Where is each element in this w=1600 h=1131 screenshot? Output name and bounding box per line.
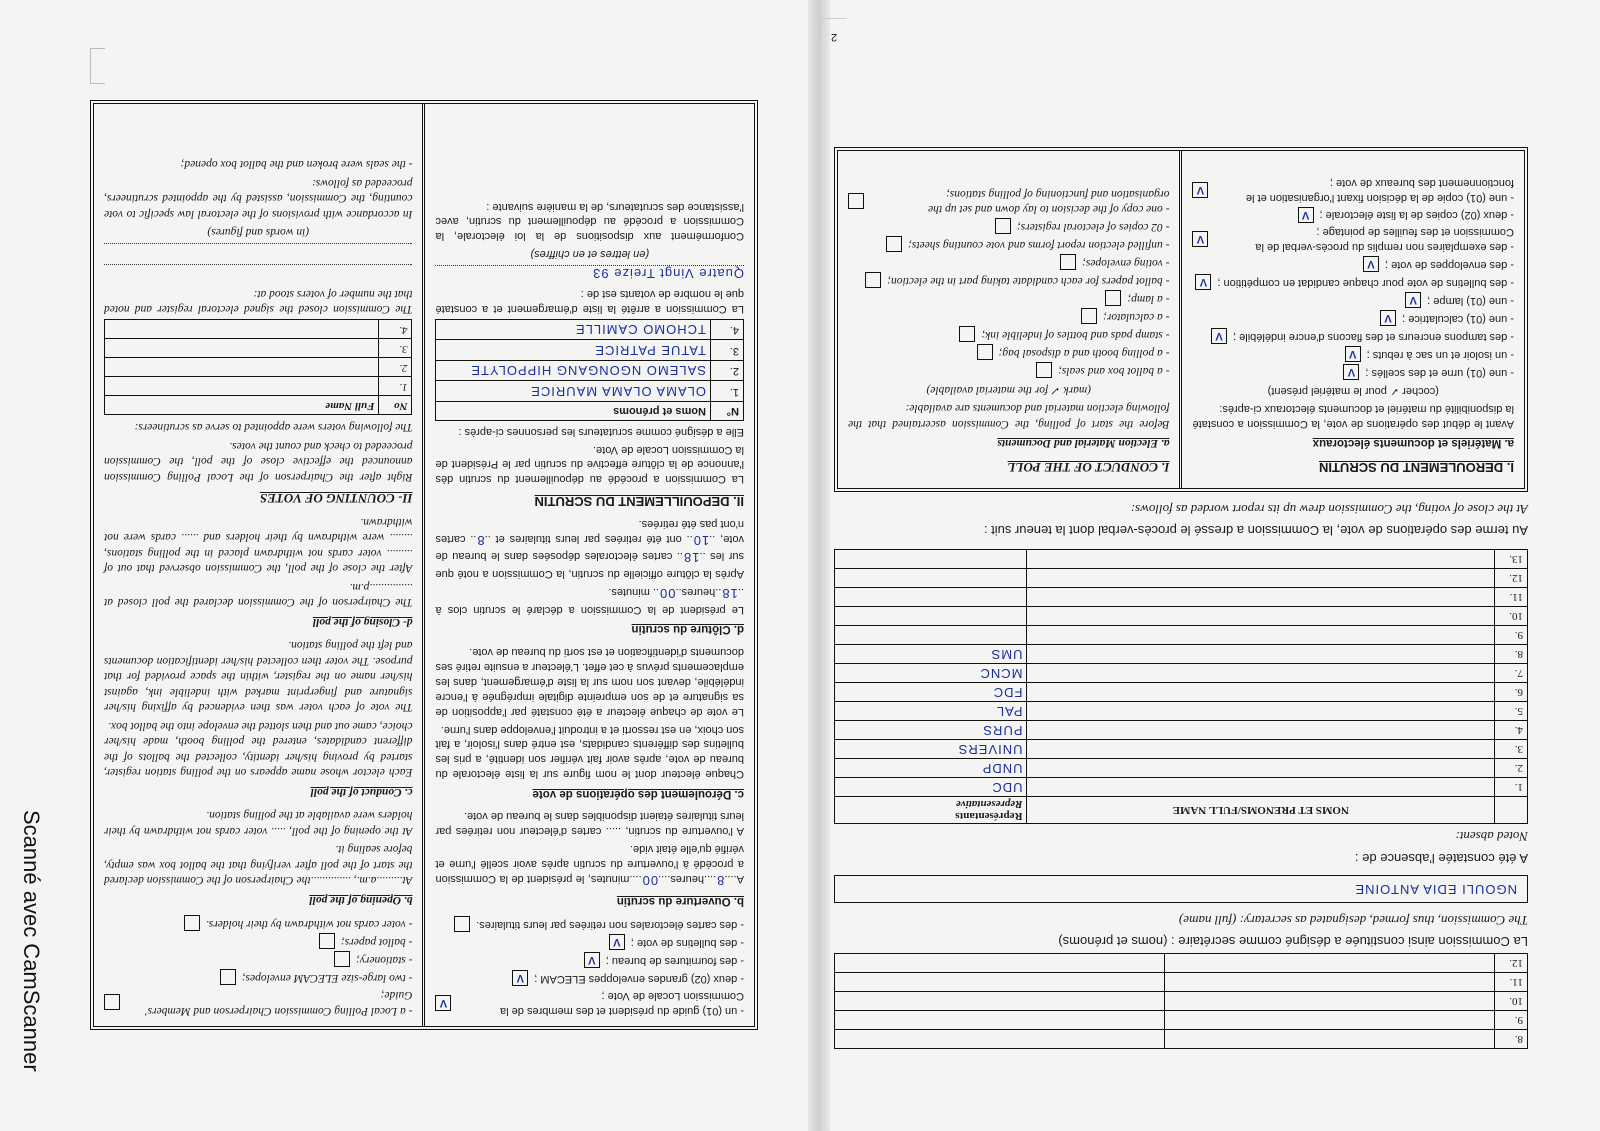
report-intro-en: At the close of voting, the Commission drew up its report worded as follows: — [1130, 502, 1528, 518]
scrutineers-header-no-fr: N° — [711, 401, 744, 420]
counting-paragraph-fr: La Commission a procédé au dépouillement du scrutin dès l'annonce de la clôture effective du scrutin par le Président de la Commission Locale de Vote. — [435, 443, 744, 486]
table-row — [835, 954, 1528, 973]
table-cell-n: 12. — [1495, 569, 1528, 588]
voters-count-line-2 — [104, 243, 413, 260]
table-row — [835, 588, 1528, 607]
table-cell-n: 1. — [1495, 778, 1528, 797]
material-intro-fr: Avant le début des opérations de vote, la Commission a constaté la disponibilité du matériel et documents électoraux ci-après: — [1192, 402, 1514, 430]
table-cell-name — [1027, 588, 1495, 607]
table-cell-name — [1027, 626, 1495, 645]
checklist-item — [848, 326, 1170, 342]
checklist-item-label: - voting envelopes; — [1082, 257, 1170, 270]
section-i-title-en: I. CONDUCT OF THE POLL — [1007, 459, 1170, 475]
opening-paragraph-fr: A....8....heures....00....minutes, le président de la Commission a procédé à l'ouverture du scrutin après avoir scellé l'urne et vérifié qu'elle était vide. — [435, 843, 744, 888]
section-a-title-en: a. Election Material and Documents — [997, 437, 1170, 450]
absent-header-no — [1495, 797, 1528, 824]
table-row — [835, 664, 1528, 683]
checklist-item-label: - a lamp; — [1127, 293, 1170, 306]
table-cell-name — [1027, 702, 1495, 721]
table-row — [105, 377, 413, 396]
table-cell-n: 11. — [1495, 588, 1528, 607]
cards-not-withdrawn-handwritten: 8 — [476, 532, 485, 548]
checklist-item — [436, 952, 745, 968]
checklist-item-label: - one copy of the decision to lay down and set up the organisation and functioning of polling stations; — [928, 187, 1170, 216]
table-row — [835, 683, 1528, 702]
table-row — [835, 973, 1528, 992]
checkbox[interactable]: V — [1345, 346, 1361, 362]
left-page-english-column — [94, 104, 426, 1026]
table-row — [835, 721, 1528, 740]
voters-note-en: (in words and figures) — [207, 226, 310, 239]
table-cell-name: SALEMO NGONGANG HIPPOLYTE — [436, 360, 711, 381]
checkbox[interactable]: V — [1193, 182, 1209, 198]
checkbox[interactable]: V — [1211, 328, 1227, 344]
checklist-item-label: - a Local Polling Commission Chairperson and Members' Guide; — [145, 989, 413, 1017]
checklist-item — [1193, 328, 1515, 344]
table-row — [835, 702, 1528, 721]
right-page — [834, 72, 1528, 1072]
table-cell-n: 2. — [379, 358, 412, 377]
table-row — [105, 320, 413, 339]
checklist-item — [848, 308, 1170, 324]
table-cell-rep — [835, 626, 1027, 645]
checkbox[interactable] — [886, 236, 902, 252]
checkbox[interactable]: V — [1298, 207, 1314, 223]
table-cell-name — [1027, 550, 1495, 569]
table-row — [835, 569, 1528, 588]
register-paragraph-en: The Commission closed the signed electoral register and noted that the number of voters stood at: — [104, 287, 413, 316]
scrutineers-intro-fr: Elle a désigné comme scrutateurs les personnes ci-après : — [458, 425, 744, 438]
checklist-item-label: - une (01) calculatrice ; — [1402, 312, 1514, 325]
scrutineers-table-fr — [436, 319, 745, 421]
table-cell-n: 6. — [1495, 683, 1528, 702]
checklist-item — [1193, 175, 1515, 205]
material-list-en — [848, 185, 1170, 378]
checklist-item-label: - a ballot box and seals; — [1058, 365, 1170, 378]
checklist-item — [848, 290, 1170, 306]
scrutineers-header-no-en: No — [379, 396, 412, 415]
voters-count-line-1 — [104, 264, 413, 281]
secretary-label-fr: La Commission ainsi constituée a désigné comme secrétaire : (noms et prénoms) — [1058, 934, 1528, 949]
absence-label-en: Noted absent: — [1455, 829, 1528, 845]
scrutineers-header-name-en: Full Name — [105, 396, 380, 415]
table-cell-name — [105, 377, 380, 396]
absent-header-rep-fr: Représentants — [955, 810, 1023, 823]
checkbox[interactable]: V — [584, 952, 600, 968]
checklist-item — [1193, 310, 1515, 326]
table-cell-name — [105, 358, 380, 377]
checklist-item — [848, 362, 1170, 378]
voters-count-handwritten: Quatre Vingt Treize 93 — [436, 265, 745, 282]
table-cell-rep — [835, 550, 1027, 569]
table-cell-n: 3. — [1495, 740, 1528, 759]
checklist-item — [436, 916, 745, 932]
checklist-item — [104, 987, 413, 1018]
table-cell-name — [1027, 759, 1495, 778]
table-cell-rep — [835, 607, 1027, 626]
table-row — [835, 740, 1528, 759]
table-cell-n: 2. — [711, 360, 744, 381]
checkbox[interactable]: V — [1343, 364, 1359, 380]
section-a-title-fr: a. Matériels et documents électoraux — [1312, 437, 1514, 450]
checklist-item-label: - une (01) urne et des scellés ; — [1365, 366, 1514, 379]
checklist-item-label: - deux (02) grandes enveloppes ELECAM ; — [534, 972, 744, 985]
table-row — [436, 360, 744, 381]
checklist-item-label: - ballot papers; — [340, 935, 413, 948]
table-cell-name — [1165, 1030, 1495, 1049]
checklist-item-label: - two large-size ELECAM envelopes; — [241, 971, 413, 984]
checkbox[interactable] — [959, 326, 975, 342]
checklist-item-label: - stationery; — [355, 953, 413, 966]
table-cell-n: 1. — [711, 381, 744, 402]
table-cell-name — [1027, 778, 1495, 797]
conduct-paragraph-2-fr: Le vote de chaque électeur a été constaté par l'apposition de sa signature et de son empreinte digitale imprégnée à l'encre indélébile, devant son nom sur la liste d'émargement, dans les emplacements prévus à cet effet. L'électeur a ensuite retiré ses documents d'identification et est sorti du bureau de vote. — [435, 646, 744, 718]
opening-paragraph-en: At.........a.m., ..............the Chairperson of the Commission declared the start of the poll after verifying that the ballot box was empty, before sealing it. — [104, 843, 413, 887]
material-intro-en: Before the start of polling, the Commission ascertained that the following election material and documents are available: — [848, 402, 1170, 430]
table-cell-rep: PAL — [835, 702, 1027, 721]
table-cell-rep: UDC — [835, 778, 1027, 797]
checkbox[interactable]: V — [609, 934, 625, 950]
section-b-title-fr: b. Ouverture du scrutin — [616, 895, 744, 908]
table-cell-name — [1165, 1011, 1495, 1030]
checkbox[interactable]: V — [1380, 310, 1396, 326]
cards-withdrawn-handwritten: 10 — [692, 532, 710, 548]
closing-paragraph-2-fr: Après la clôture officielle du scrutin, la Commission a noté que sur les ..18.. cartes électorales déposées dans le bureau de vote, ..10.. ont été retirées par leurs titulaires et ..8.. cartes n'ont pas été retirées. — [435, 517, 744, 581]
closing-paragraph-1-fr: Le président de la Commission a déclaré le scrutin clos à ..18..heures..00.. minutes. — [435, 586, 744, 616]
opening-cards-paragraph-en: At the opening of the poll, ..... voter cards not withdrawn by their holders were available at the polling station. — [104, 809, 413, 837]
opening-minutes-handwritten: 00 — [641, 872, 659, 888]
voters-note-fr: (en lettres et en chiffres) — [530, 248, 650, 261]
checklist-item-label: - des enveloppes de vote ; — [1384, 258, 1514, 271]
page-number: 2 — [820, 18, 847, 43]
conduct-english-column — [838, 151, 1183, 488]
section-d-title-fr: d. Clôture du scrutin — [631, 623, 744, 636]
checklist-item — [848, 272, 1170, 288]
table-cell-name — [1165, 992, 1495, 1011]
table-cell-rep — [835, 992, 1165, 1011]
checklist-item — [104, 969, 413, 985]
checklist-item — [1193, 225, 1515, 255]
table-row — [835, 992, 1528, 1011]
checklist-item — [104, 915, 413, 931]
checklist-item-label: - unfilled election report forms and vote counting sheets; — [908, 239, 1170, 252]
opening-cards-paragraph-fr: A l'ouverture du scrutin, ..... cartes d'électeur non retirées par leurs titulaires étaient disponibles dans le bureau de vote. — [435, 810, 744, 838]
checklist-item — [848, 218, 1170, 234]
table-cell-name — [1027, 607, 1495, 626]
conduct-paragraph-1-en: Each elector whose name appears on the polling station register, started by proving his/her identity, collected the ballots of the different candidates, entered the polling booth, made his/her choice, came out and then slotted the envelope into the ballot box. — [104, 719, 413, 779]
checkbox[interactable] — [1105, 290, 1121, 306]
checklist-item — [1193, 346, 1515, 362]
scrutineers-intro-en: The following voters were appointed to serve as scrutineers: — [134, 421, 413, 434]
table-cell-n: 10. — [1495, 992, 1528, 1011]
checklist-item — [848, 236, 1170, 252]
checkbox[interactable]: V — [1405, 292, 1421, 308]
counting-paragraph-en: Right after the Chairperson of the Local Polling Commission announced the effective close of the poll, the Commission proceeded to check and count the votes. — [104, 439, 413, 483]
table-cell-rep: UNIVERS — [835, 740, 1027, 759]
representatives-table-continued — [834, 953, 1528, 1049]
table-cell-n: 1. — [379, 377, 412, 396]
closing-paragraph-1-en: The Chairperson of the Commission declared the poll closed at ...............p.m. — [104, 580, 413, 609]
table-row — [436, 319, 744, 340]
table-cell-n: 11. — [1495, 973, 1528, 992]
checkbox[interactable] — [995, 218, 1011, 234]
checklist-item — [1193, 292, 1515, 308]
left-page-french-column — [426, 104, 755, 1026]
checkbox[interactable]: V — [1363, 256, 1379, 272]
absence-label-fr: A été constatée l'absence de : — [1354, 850, 1528, 866]
table-cell-rep — [835, 1030, 1165, 1049]
table-cell-n: 8. — [1495, 1030, 1528, 1049]
table-cell-name — [1027, 740, 1495, 759]
cards-deposited-handwritten: 18 — [683, 550, 700, 566]
checkbox[interactable]: V — [436, 995, 452, 1011]
conduct-of-poll-box — [834, 147, 1528, 492]
table-row — [105, 339, 413, 358]
section-i-title-fr: I. DEROULEMENT DU SCRUTIN — [1318, 459, 1514, 475]
conduct-paragraph-2-en: The vote of each voter was then evidenced by affixing his/her signature and fingerprint marked with indelible ink, against his/her name on the register, within the space provided for that purpose. The voter then collected his/her identification documents and left the polling station. — [104, 639, 413, 714]
scrutineers-table-en — [104, 320, 413, 416]
checklist-item — [1193, 274, 1515, 290]
faded-header-text — [834, 1049, 1528, 1060]
table-cell-rep — [835, 973, 1165, 992]
table-cell-n: 13. — [1495, 550, 1528, 569]
table-cell-rep: FDC — [835, 683, 1027, 702]
table-row — [835, 759, 1528, 778]
checklist-item-label: - a polling booth and a disposal bag; — [998, 347, 1170, 360]
checkbox[interactable] — [848, 193, 864, 209]
material-list-fr-continued — [436, 916, 745, 1018]
secretary-name-handwritten: NGOULI EDIA ANTOINE — [1354, 881, 1517, 897]
material-list-fr — [1193, 175, 1515, 380]
checkbox[interactable] — [104, 994, 120, 1010]
table-cell-n: 2. — [1495, 759, 1528, 778]
checkbox[interactable]: V — [512, 970, 528, 986]
table-cell-rep: PURS — [835, 721, 1027, 740]
report-intro-fr: Au terme des opérations de vote, la Commission a dressé le procès-verbal dont la teneur suit : — [983, 523, 1528, 539]
absent-header-rep-en: Representative — [955, 798, 1023, 811]
table-cell-rep — [835, 588, 1027, 607]
secretary-label-en: The Commission, thus formed, designated as secretary: (full name) — [1178, 912, 1528, 928]
checklist-item — [104, 933, 413, 949]
checklist-item-label: - des tampons encreurs et des flacons d'encre indélébile ; — [1233, 330, 1514, 343]
table-cell-rep — [835, 569, 1027, 588]
table-row — [835, 607, 1528, 626]
checklist-item-label: - une (01) copie de la décision fixant l'organisation et le fonctionnement des bureaux de vote ; — [1245, 176, 1514, 204]
checkbox[interactable] — [220, 969, 236, 985]
closing-minutes-handwritten: 00 — [659, 586, 676, 602]
table-cell-name — [1165, 973, 1495, 992]
table-cell-name: TATUE PATRICE — [436, 340, 711, 361]
table-cell-rep: UNDP — [835, 759, 1027, 778]
checklist-item — [848, 344, 1170, 360]
table-cell-n: 3. — [711, 340, 744, 361]
checklist-item-label: - un isoloir et un sac à rebuts ; — [1366, 348, 1514, 361]
checklist-item-label: - a calculator; — [1103, 311, 1170, 324]
table-cell-name — [1027, 645, 1495, 664]
table-cell-n: 4. — [1495, 721, 1528, 740]
table-cell-n: 9. — [1495, 626, 1528, 645]
checklist-item — [104, 951, 413, 967]
checkbox[interactable] — [977, 344, 993, 360]
checklist-item-label: - ballot papers for each candidate taking part in the election; — [887, 275, 1170, 288]
table-cell-name — [1165, 954, 1495, 973]
checklist-item — [848, 185, 1170, 216]
scrutineers-header-name-fr: Noms et prénoms — [436, 401, 711, 420]
table-row — [835, 778, 1528, 797]
law-paragraph-en: In accordance with provisions of the electoral law specific to vote counting, the Commission, assisted by the appointed scrutineers, proceeded as follows: — [104, 176, 413, 220]
material-list-en-continued — [104, 915, 413, 1018]
absent-header-name: NOMS ET PRENOMS/FULL NAME — [1027, 797, 1495, 824]
table-row — [436, 381, 744, 402]
section-c-title-en: c. Conduct of the poll — [310, 785, 413, 798]
checklist-item-label: - voter cards not withdrawn by their holders. — [205, 917, 413, 930]
section-b-title-en: b. Opening of the poll — [309, 893, 413, 906]
table-cell-n: 9. — [1495, 1011, 1528, 1030]
table-cell-rep — [835, 1011, 1165, 1030]
closing-hour-handwritten: 18 — [721, 586, 738, 602]
table-cell-n: 10. — [1495, 607, 1528, 626]
table-cell-n: 12. — [1495, 954, 1528, 973]
checklist-item-label: - des cartes électorales non retirées par leurs titulaires. — [476, 918, 744, 931]
table-row — [105, 358, 413, 377]
table-cell-name — [105, 320, 380, 339]
checklist-item-label: - stamp pads and bottles of indelible ink; — [981, 329, 1170, 342]
table-cell-name: TCHOMO CAMILLE — [436, 319, 711, 340]
conduct-paragraph-1-fr: Chaque électeur dont le nom figure sur la liste électorale du bureau de vote, après avoir fait vérifier son identité, a pris les bulletins des différents candidats, est entré dans l'isoloir, a fait son choix, en est ressorti et a introduit l'enveloppe dans l'urne. — [435, 723, 744, 781]
checklist-item-label: - une (01) lampe ; — [1427, 294, 1514, 307]
secretary-name-field — [834, 875, 1528, 903]
checkbox[interactable] — [334, 951, 350, 967]
checklist-item — [436, 970, 745, 986]
section-ii-title-fr: II. DEPOUILLEMENT DU SCRUTIN — [534, 493, 744, 509]
table-cell-n: 7. — [1495, 664, 1528, 683]
table-cell-name — [1027, 569, 1495, 588]
checkbox[interactable] — [1081, 308, 1097, 324]
table-cell-n: 3. — [379, 339, 412, 358]
checklist-item-label: - deux (02) copies de la liste électorale ; — [1319, 209, 1514, 222]
page-corner-mark — [90, 48, 105, 84]
table-row — [835, 645, 1528, 664]
table-cell-rep: UMS — [835, 645, 1027, 664]
checklist-item-label: - 02 copies of electoral registers; — [1016, 221, 1170, 234]
table-cell-rep — [835, 954, 1165, 973]
table-cell-n: 5. — [1495, 702, 1528, 721]
table-cell-name: OLAMA OLAMA MAURICE — [436, 381, 711, 402]
closing-paragraph-2-en: After the close of the poll, the Commission observed that out of ......... voter cards not withdrawn placed in the polling stations, ........ were withdrawn by their holders and ...... cards were not withdrawn. — [104, 515, 413, 575]
section-ii-title-en: II- COUNTING OF VOTES — [259, 491, 413, 507]
material-note-en: (mark ✓ for the material available) — [926, 383, 1092, 396]
checkbox[interactable] — [1060, 254, 1076, 270]
table-cell-name — [105, 339, 380, 358]
checklist-item — [848, 254, 1170, 270]
checkbox[interactable]: V — [1193, 231, 1209, 247]
checkbox[interactable] — [454, 916, 470, 932]
table-cell-n: 8. — [1495, 645, 1528, 664]
section-d-title-en: d- Closing of the poll — [312, 615, 413, 628]
checklist-item — [1193, 364, 1515, 380]
checklist-item-label: - des fournitures de bureau ; — [605, 954, 744, 967]
checklist-item — [436, 934, 745, 950]
table-cell-name — [1027, 664, 1495, 683]
register-paragraph-fr: La Commission a arrêté la liste d'émargement et a constaté que le nombre de votants est de : — [435, 287, 744, 315]
checkbox[interactable] — [865, 272, 881, 288]
left-page — [90, 100, 758, 1030]
table-row — [835, 1011, 1528, 1030]
table-cell-name — [1027, 683, 1495, 702]
conduct-french-column — [1183, 151, 1525, 488]
checkbox[interactable] — [319, 933, 335, 949]
absent-table — [834, 549, 1528, 824]
checklist-item — [1193, 256, 1515, 272]
opening-hour-handwritten: 8 — [716, 872, 725, 888]
table-cell-name — [1027, 721, 1495, 740]
law-paragraph-fr: Conformément aux dispositions de la loi électorale, la Commission a procédé au dépouillement du scrutin, avec l'assistance des scrutateurs, de la manière suivante : — [435, 200, 744, 243]
table-row — [835, 1030, 1528, 1049]
table-cell-n: 4. — [379, 320, 412, 339]
checkbox[interactable] — [184, 915, 200, 931]
camscanner-watermark: Scanné avec CamScanner — [19, 810, 44, 1072]
table-cell-rep: MCNC — [835, 664, 1027, 683]
table-cell-n: 4. — [711, 319, 744, 340]
checklist-item-label: - des exemplaires non remplis du procès-verbal de la Commission et des feuilles de pointage ; — [1255, 226, 1514, 254]
checklist-item-label: - des bulletins de vote ; — [630, 936, 744, 949]
table-row — [436, 340, 744, 361]
table-row — [835, 550, 1528, 569]
checkbox[interactable] — [1036, 362, 1052, 378]
section-c-title-fr: c. Déroulement des opérations de vote — [532, 787, 744, 800]
seals-paragraph-en: - the seals were broken and the ballot box opened; — [180, 158, 413, 171]
checkbox[interactable]: V — [1195, 274, 1211, 290]
checklist-item — [436, 988, 745, 1018]
checklist-item-label: - un (01) guide du président et des membres de la Commission Locale de Vote ; — [500, 990, 744, 1017]
checklist-item — [1193, 207, 1515, 223]
material-note-fr: (cocher ✓ pour le matériel présent) — [1267, 385, 1439, 398]
checklist-item-label: - des bulletins de vote pour chaque candidat en compétition ; — [1217, 276, 1514, 289]
absent-header-representative — [835, 797, 1027, 824]
book-gutter — [808, 0, 830, 1131]
table-row — [835, 626, 1528, 645]
